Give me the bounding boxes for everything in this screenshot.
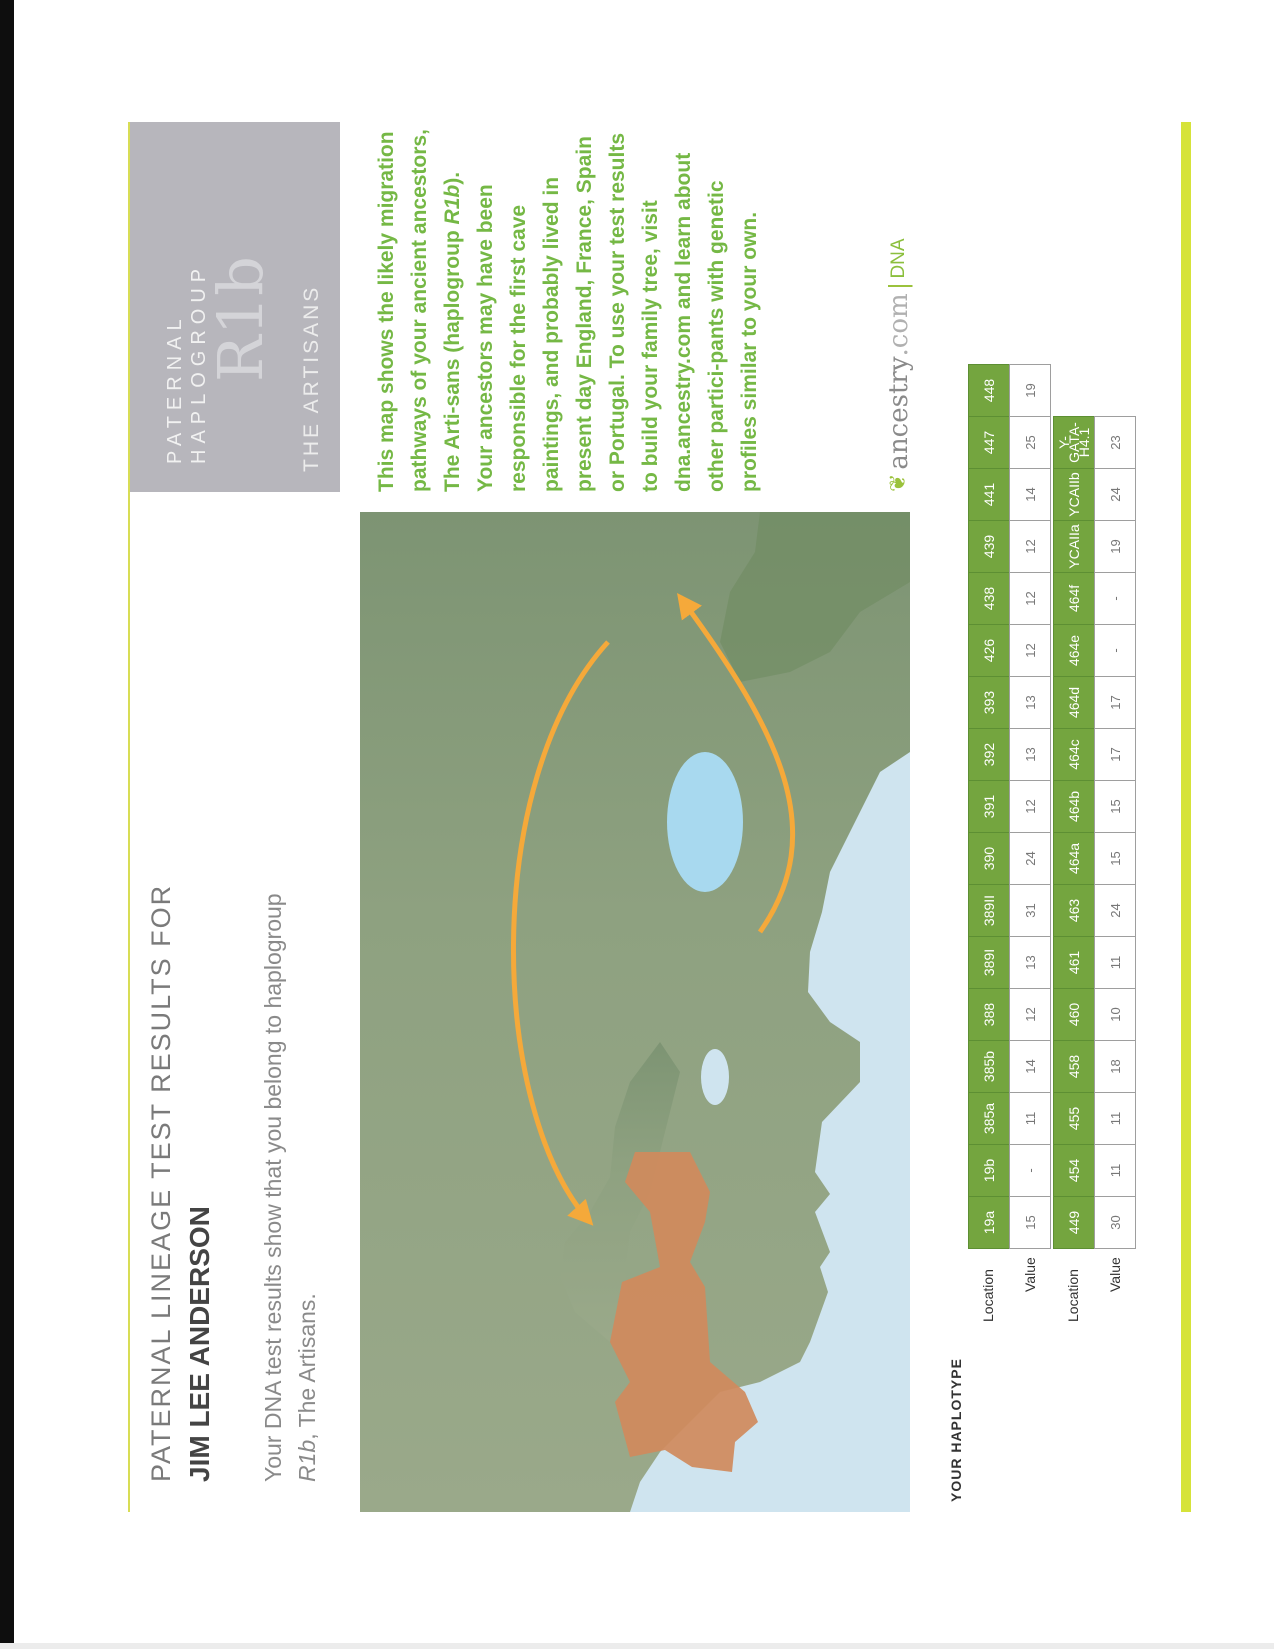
marker-value: 12 [1009, 572, 1051, 625]
marker-value: 12 [1009, 624, 1051, 677]
marker-value: 11 [1094, 936, 1136, 989]
row1-locations [968, 364, 1010, 1248]
marker-location: 438 [968, 572, 1010, 625]
badge-line-2: HAPLOGROUP [188, 262, 210, 464]
marker-location: YCAIIa [1053, 520, 1095, 573]
marker-value: 13 [1009, 728, 1051, 781]
marker-location: 464d [1053, 676, 1095, 729]
marker-value: - [1094, 624, 1136, 677]
badge-haplogroup: R1b [204, 256, 277, 382]
marker-location: YCAIIb [1053, 468, 1095, 521]
marker-value: 12 [1009, 988, 1051, 1041]
map-description [370, 124, 766, 492]
migration-map [360, 512, 910, 1512]
marker-value: 24 [1094, 884, 1136, 937]
row2-value-label: Value [1107, 1257, 1123, 1292]
marker-location: 385b [968, 1040, 1010, 1093]
marker-location: 389I [968, 936, 1010, 989]
logo-tld: .com [883, 293, 914, 357]
summary-haplogroup: R1b [294, 1439, 320, 1482]
marker-value: - [1094, 572, 1136, 625]
marker-location: 448 [968, 364, 1010, 417]
logo-brand: ancestry [883, 356, 914, 470]
marker-location: 390 [968, 832, 1010, 885]
marker-location: 393 [968, 676, 1010, 729]
marker-value: 19 [1094, 520, 1136, 573]
marker-value: 11 [1009, 1092, 1051, 1145]
marker-location: 388 [968, 988, 1010, 1041]
marker-value: 18 [1094, 1040, 1136, 1093]
logo-separator: | [883, 282, 913, 290]
scan-border [0, 0, 14, 1649]
description-haplogroup: R1b [441, 184, 464, 225]
marker-location: 426 [968, 624, 1010, 677]
description-part-1: This map shows the likely migration pathways of your ancient ancestors, The Arti-sans (haplogroup [375, 129, 464, 492]
marker-value: 31 [1009, 884, 1051, 937]
marker-value: 14 [1009, 1040, 1051, 1093]
marker-value: 17 [1094, 728, 1136, 781]
marker-value: 10 [1094, 988, 1136, 1041]
marker-value: 23 [1094, 416, 1136, 469]
row2-location-label: Location [1065, 1269, 1081, 1322]
map-lake [701, 1049, 729, 1105]
marker-location: 385a [968, 1092, 1010, 1145]
marker-location: 441 [968, 468, 1010, 521]
marker-value: 12 [1009, 780, 1051, 833]
description-part-2: ). Your ancestors may have been responsible for the first cave paintings, and probably lived in present day England, France, Spain or Portugal. To use your test results to build your family tree, visit dna.ancestry.com and learn about other partici-pants with genetic profiles similar to your own. [441, 132, 761, 492]
map-caspian-sea [667, 752, 743, 892]
marker-location: 449 [1053, 1196, 1095, 1249]
haplogroup-badge [130, 122, 340, 492]
marker-location: Y-GATA-H4.1 [1053, 416, 1095, 469]
haplotype-heading: YOUR HAPLOTYPE [948, 1358, 964, 1502]
marker-location: 447 [968, 416, 1010, 469]
marker-location: 455 [1053, 1092, 1095, 1145]
marker-value: - [1009, 1144, 1051, 1197]
scan-border-bottom [0, 1643, 1274, 1649]
marker-value: 13 [1009, 676, 1051, 729]
marker-location: 464a [1053, 832, 1095, 885]
row2-values [1094, 416, 1136, 1248]
marker-location: 460 [1053, 988, 1095, 1041]
row1-value-label: Value [1022, 1257, 1038, 1292]
marker-value: 14 [1009, 468, 1051, 521]
report-title: PATERNAL LINEAGE TEST RESULTS FOR [146, 883, 176, 1482]
marker-location: 464f [1053, 572, 1095, 625]
result-summary [256, 842, 324, 1482]
marker-location: 454 [1053, 1144, 1095, 1197]
marker-location: 391 [968, 780, 1010, 833]
summary-prefix: Your DNA test results show that you belong to haplogroup [260, 893, 286, 1482]
row2-locations [1053, 416, 1095, 1248]
marker-value: 15 [1094, 780, 1136, 833]
marker-location: 458 [1053, 1040, 1095, 1093]
marker-location: 439 [968, 520, 1010, 573]
marker-location: 389II [968, 884, 1010, 937]
badge-nickname: THE ARTISANS [300, 284, 323, 472]
marker-value: 25 [1009, 416, 1051, 469]
marker-value: 24 [1094, 468, 1136, 521]
leaf-icon: ❦ [886, 473, 911, 492]
marker-value: 12 [1009, 520, 1051, 573]
marker-value: 30 [1094, 1196, 1136, 1249]
marker-value: 15 [1009, 1196, 1051, 1249]
marker-location: 463 [1053, 884, 1095, 937]
marker-location: 461 [1053, 936, 1095, 989]
marker-value: 15 [1094, 832, 1136, 885]
marker-location: 19a [968, 1196, 1010, 1249]
badge-line-1: PATERNAL [164, 313, 186, 464]
marker-location: 464e [1053, 624, 1095, 677]
marker-value: 11 [1094, 1092, 1136, 1145]
report-page [108, 122, 1188, 1512]
marker-value: 17 [1094, 676, 1136, 729]
marker-value: 19 [1009, 364, 1051, 417]
row1-values [1009, 364, 1051, 1248]
ancestry-logo [883, 238, 914, 492]
marker-value: 13 [1009, 936, 1051, 989]
marker-location: 464b [1053, 780, 1095, 833]
summary-suffix: , The Artisans. [294, 1293, 320, 1440]
logo-dna: DNA [887, 238, 909, 279]
row1-location-label: Location [980, 1269, 996, 1322]
marker-location: 392 [968, 728, 1010, 781]
marker-location: 464c [1053, 728, 1095, 781]
person-name: JIM LEE ANDERSON [184, 1206, 215, 1482]
marker-value: 11 [1094, 1144, 1136, 1197]
marker-location: 19b [968, 1144, 1010, 1197]
bottom-accent-bar [1181, 122, 1191, 1512]
marker-value: 24 [1009, 832, 1051, 885]
